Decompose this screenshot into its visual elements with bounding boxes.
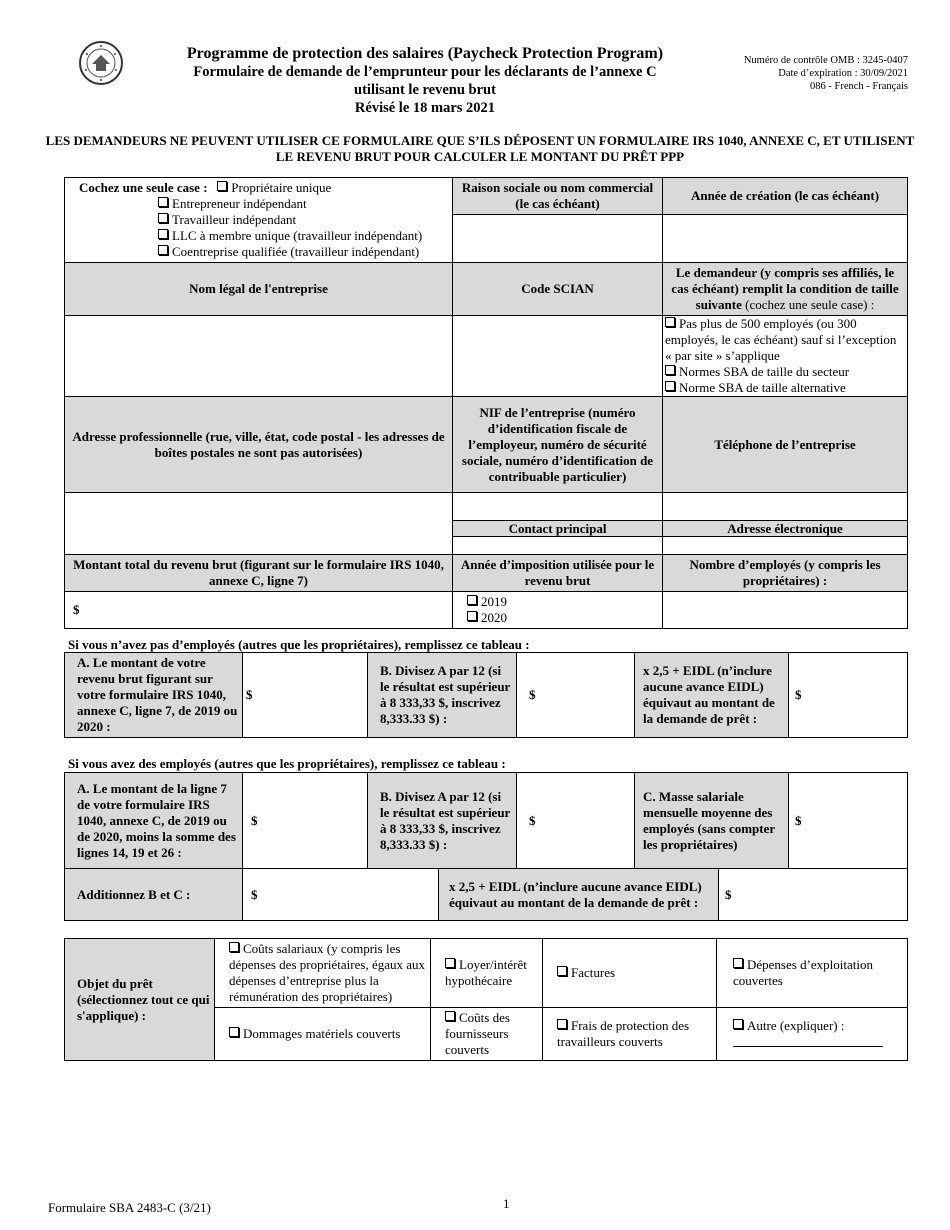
year-2019-label: 2019 [481,594,507,609]
legal-name-label: Nom légal de l'entreprise [65,263,453,316]
size-option-1: Normes SBA de taille du secteur [679,364,850,379]
purpose-option-7: Autre (expliquer) : [747,1017,845,1033]
employees-field[interactable] [663,592,908,629]
purpose-option-0: Coûts salariaux (y compris les dépenses des propriétaires, égaux aux dépenses d’entreprise plus la rémunération des propriétaires) [229,941,426,1004]
tax-year-label: Année d’imposition utilisée pour le revenu brut [453,555,663,592]
size-label-bold: Le demandeur (y compris ses affiliés, le cas échéant) remplit la condition de taille suivante [671,265,899,312]
we-eidl-dollar: $ [725,886,732,902]
checkbox-purpose-4[interactable] [229,1027,239,1037]
we-eidl-label: x 2,5 + EIDL (n’inclure aucune avance EIDL) équivaut au montant de la demande de prêt : [439,869,719,921]
we-sum-field[interactable] [243,869,439,921]
title-line2: Formulaire de demande de l’emprunteur pour les déclarants de l’annexe C [193,64,657,80]
checkbox-size-1[interactable] [665,365,675,375]
checkbox-purpose-3[interactable] [733,958,743,968]
expiration-date: Date d’expiration : 30/09/2021 [778,68,908,79]
page-number: 1 [503,1196,510,1211]
ne-a-label: A. Le montant de votre revenu brut figurant sur votre formulaire IRS 1040, annexe C, ligne 7, de 2019 ou 2020 : [65,653,243,738]
type-label-2: Travailleur indépendant [172,212,297,227]
no-employees-heading: Si vous n’avez pas d’employés (autres que les propriétaires), remplissez ce tableau : [68,637,530,652]
purpose-cell-1 [431,939,543,1008]
type-label-4: Coentreprise qualifiée (travailleur indépendant) [172,244,420,259]
with-employees-heading: Si vous avez des employés (autres que les propriétaires), remplissez ce tableau : [68,756,506,771]
purpose-option-3: Dépenses d’exploitation couvertes [733,957,873,988]
language-code: 086 - French - Français [810,81,908,92]
checkbox-size-2[interactable] [665,381,675,391]
size-standard-label [663,263,908,316]
checkbox-year-2019[interactable] [467,595,477,605]
address-field[interactable] [65,493,453,555]
purpose-option-1: Loyer/intérêt hypothécaire [445,957,527,988]
checkbox-type-2[interactable] [158,213,168,223]
we-b-field[interactable] [517,773,635,869]
size-option-2: Norme SBA de taille alternative [679,380,846,395]
tin-label: NIF de l’entreprise (numéro d’identification fiscale de l’employeur, numéro de sécurité sociale, numéro d’identification de contribuable particulier) [453,397,663,493]
purpose-option-5: Coûts des fournisseurs couverts [445,1010,510,1057]
no-employees-table [64,652,908,738]
checkbox-purpose-5[interactable] [445,1011,455,1021]
checkbox-purpose-6[interactable] [557,1019,567,1029]
purpose-option-6: Frais de protection des travailleurs couverts [557,1018,690,1049]
checkbox-type-1[interactable] [158,197,168,207]
email-label: Adresse électronique [663,521,908,537]
purpose-cell-5 [431,1008,543,1061]
we-a-dollar: $ [251,812,258,828]
purpose-cell-7 [717,1008,908,1061]
purpose-cell-0 [215,939,431,1008]
phone-label: Téléphone de l’entreprise [663,397,908,493]
title-line3: utilisant le revenu brut [354,82,496,98]
sba-seal-logo [78,40,124,86]
checkbox-type-3[interactable] [158,229,168,239]
tin-field[interactable] [453,493,663,521]
contact-label: Contact principal [453,521,663,537]
checkbox-type-0[interactable] [217,181,227,191]
purpose-label: Objet du prêt (sélectionnez tout ce qui s'applique) : [65,939,215,1061]
dollar-sign: $ [73,602,80,617]
with-employees-table [64,772,908,921]
checkbox-purpose-7[interactable] [733,1019,743,1029]
we-a-label: A. Le montant de la ligne 7 de votre formulaire IRS 1040, annexe C, de 2019 ou de 2020, moins la somme des lignes 14, 19 et 26 : [65,773,243,869]
phone-field[interactable] [663,493,908,521]
tax-year-cell [453,592,663,629]
naics-label: Code SCIAN [453,263,663,316]
dba-field[interactable] [453,215,663,263]
omb-control: Numéro de contrôle OMB : 3245-0407 [743,55,908,66]
we-c-dollar: $ [795,812,802,828]
dba-label: Raison sociale ou nom commercial (le cas échéant) [453,178,663,215]
ne-a-dollar: $ [246,687,253,702]
checkbox-size-0[interactable] [665,317,675,327]
gross-income-label: Montant total du revenu brut (figurant sur le formulaire IRS 1040, annexe C, ligne 7) [65,555,453,592]
we-c-field[interactable] [789,773,908,869]
we-eidl-field[interactable] [719,869,908,921]
legal-name-field[interactable] [65,316,453,397]
ne-b-label: B. Divisez A par 12 (si le résultat est supérieur à 8 333,33 $, inscrivez 8,333.33 $) : [368,653,517,738]
applicant-info-table [64,177,908,629]
ne-b-field[interactable] [517,653,635,738]
gross-income-field[interactable] [65,592,453,629]
loan-purpose-table [64,938,908,1061]
year-established-field[interactable] [663,215,908,263]
year-established-label: Année de création (le cas échéant) [663,178,908,215]
type-label-3: LLC à membre unique (travailleur indépendant) [172,228,423,243]
employees-label: Nombre d’employés (y compris les propriétaires) : [663,555,908,592]
purpose-option-2: Factures [571,965,616,980]
check-one-label: Cochez une seule case : [79,180,208,195]
year-2020-label: 2020 [481,610,507,625]
purpose-cell-3 [717,939,908,1008]
checkbox-purpose-0[interactable] [229,942,239,952]
eligibility-notice: LES DEMANDEURS NE PEUVENT UTILISER CE FORMULAIRE QUE S’ILS DÉPOSENT UN FORMULAIRE IRS 1040, ANNEXE C, ET UTILISENT LE REVENU BRUT POUR CALCULER LE MONTANT DU PRÊT PPP [45,133,915,164]
we-a-field[interactable] [243,773,368,869]
type-label-1: Entrepreneur indépendant [172,196,307,211]
purpose-cell-6 [543,1008,717,1061]
checkbox-year-2020[interactable] [467,611,477,621]
other-explain-field[interactable] [733,1034,883,1047]
we-b-dollar: $ [529,812,536,828]
form-id: Formulaire SBA 2483-C (3/21) [48,1200,211,1215]
ne-a-field[interactable] [243,653,368,738]
size-options-cell [663,316,908,397]
purpose-cell-2 [543,939,717,1008]
checkbox-purpose-1[interactable] [445,958,455,968]
purpose-option-4: Dommages matériels couverts [243,1026,401,1041]
title-line4: Révisé le 18 mars 2021 [354,100,496,116]
size-option-0: Pas plus de 500 employés (ou 300 employés, le cas échéant) sauf si l’exception « par site » s’applique [665,316,897,363]
ne-c-dollar: $ [795,687,802,702]
checkbox-type-4[interactable] [158,245,168,255]
title-line1: Programme de protection des salaires (Paycheck Protection Program) [186,45,664,62]
email-field[interactable] [663,537,908,555]
business-type-cell [65,178,453,263]
omb-info [690,54,908,93]
size-label-rest: (cochez une seule case) : [741,297,875,312]
purpose-cell-4 [215,1008,431,1061]
we-b-label: B. Divisez A par 12 (si le résultat est supérieur à 8 333,33 $, inscrivez 8,333.33 $) : [368,773,517,869]
address-label: Adresse professionnelle (rue, ville, état, code postal - les adresses de boîtes postales ne sont pas autorisées) [65,397,453,493]
ne-c-field[interactable] [789,653,908,738]
type-label-0: Propriétaire unique [231,180,332,195]
ne-c-label: x 2,5 + EIDL (n’inclure aucune avance EIDL) équivaut au montant de la demande de prêt : [635,653,789,738]
naics-field[interactable] [453,316,663,397]
we-sum-dollar: $ [251,886,258,902]
we-sum-label: Additionnez B et C : [65,869,243,921]
we-c-label: C. Masse salariale mensuelle moyenne des employés (sans compter les propriétaires) [635,773,789,869]
form-title [140,45,710,117]
contact-field[interactable] [453,537,663,555]
ne-b-dollar: $ [529,687,536,702]
checkbox-purpose-2[interactable] [557,966,567,976]
